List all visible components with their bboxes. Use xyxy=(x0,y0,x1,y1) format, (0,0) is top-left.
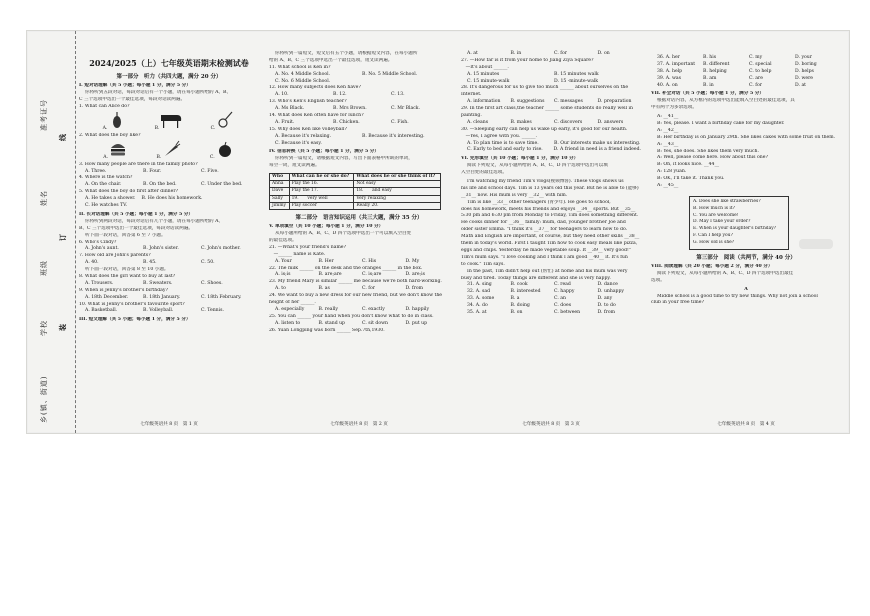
binding-label-name: 姓名 xyxy=(40,190,48,206)
passage-line: them in today's world. First I taught Tim how to cook easy meals like pizza, xyxy=(461,241,638,247)
passage-line: Tim is like __33__ other teenagers (青少年). He goes to school, xyxy=(467,199,611,205)
box-option: A. Does she like strawberries? xyxy=(693,198,761,204)
question-6-options: A. John's aunt. B. John's sister. C. John's mother. xyxy=(85,246,241,252)
dialog-line: B: Her birthday is on January 29th. She likes cakes with some fruit on them. xyxy=(657,134,836,140)
table-cell: What does he or she think of it? xyxy=(354,174,441,181)
question-22: 22. The milk ______ on the desk and the oranges ______ in the box. xyxy=(269,265,423,271)
question-21-line-2: —______ name is Kate. xyxy=(269,251,326,257)
box-option: C. You are welcome! xyxy=(693,212,739,218)
question-11-options: A. No. 4 Middle School. B. No. 5 Middle School. xyxy=(275,71,418,77)
question-11: 11. What school is Ken in? xyxy=(269,64,331,70)
question-27-options: A. 15 minutes B. 15 minutes walk xyxy=(467,71,599,77)
question-4-options: A. On the chair. B. On the bed. C. Under the bed. xyxy=(85,182,243,188)
dialog-line: A: __43__ xyxy=(657,141,679,147)
question-9-options: A. 18th December. B. 18th January. C. 18th February. xyxy=(85,294,242,300)
dialog-line: A: __45__ xyxy=(657,183,679,189)
question-33-options: 33. A. some B. a C. an D. any xyxy=(467,296,613,302)
box-option: D. May I take your order? xyxy=(693,219,751,225)
passage-line: In the past, Tim didn't help out (帮忙) at home and his mum was very xyxy=(467,268,628,274)
dialog-line: B: Yes, please. I want a birthday cake for my daughter. xyxy=(657,121,785,127)
section-3-instructions-2: 给的 A、B、C 三个选项中选出一个最佳选项，短文读两遍。 xyxy=(269,57,393,63)
passage-line: club in your free time? xyxy=(651,300,704,306)
box-option: F. Can I help you? xyxy=(693,233,733,239)
questions-3-to-5 xyxy=(79,162,259,210)
question-2: 2. What does the boy like? xyxy=(79,132,141,138)
section-4-instructions: 你将听到一篇短文，请根据短文内容，写出下面表格中所缺的单词， xyxy=(275,156,413,162)
table-cell: Really 20. xyxy=(354,202,441,209)
question-3-options: A. Three. B. Four. C. Five. xyxy=(85,168,219,174)
part-2-heading: 第二部分 语言知识运用（共三大题，满分 35 分） xyxy=(295,214,423,221)
cloze-options xyxy=(461,282,641,316)
question-25-options: A. listen to B. stand up C. sit down D. put up xyxy=(275,320,428,326)
page-4-footer: 七年级英语共 8 页 第 4 页 xyxy=(717,422,775,428)
dialog-line: B: Oh, it looks nice. __44__ xyxy=(657,162,720,168)
question-27: 27. —How far is it from your home to Jiang Ziya Square? xyxy=(461,57,594,63)
section-8-instructions: 阅读下列短文，从每小题所给的 A、B、C、D 四个选项中选出最佳 xyxy=(657,270,794,276)
section-4-heading: IV. 信息转换（共 5 小题；每小题 1 分，满分 5 分） xyxy=(269,149,379,155)
passage-line: Math and English are important, of course, but they need other skills __38__ xyxy=(461,234,640,240)
question-7-options: A. 40. B. 45. C. 50. xyxy=(85,260,215,266)
violin-icon xyxy=(107,111,127,129)
passage-line: older sister Emma. "I think it's __37__ for teenagers to learn how to do. xyxy=(461,227,628,233)
section-1-instructions: 你将听到五段对话，每段对话后有一个小题，请在每小题所给的 A、B、 xyxy=(85,90,231,96)
table-row xyxy=(270,188,441,195)
dialog-line: A: __41__ xyxy=(657,114,679,120)
piano-icon xyxy=(159,111,183,129)
apple-icon xyxy=(215,140,235,158)
table-cell: Play the 16. xyxy=(289,181,354,188)
section-3-instructions: 你将听到一篇短文，短文后有五个小题，请根据短文内容，在每小题所 xyxy=(275,51,418,56)
binding-label-class: 班级 xyxy=(40,260,48,276)
section-8-heading: VIII. 阅读理解（共 20 小题；每小题 2 分，满分 40 分） xyxy=(651,263,773,269)
passage-line: __31__ now. His mum is very __32__ with him. xyxy=(461,192,568,198)
question-9: 9. When is Jenny's brother's birthday? xyxy=(79,287,168,293)
carrot-icon xyxy=(161,140,181,158)
section-7-heading: VII. 补全对话（共 5 小题；每小题 1 分，满分 5 分） xyxy=(651,91,764,97)
question-12-options: A. 10. B. 12. C. 13. xyxy=(275,92,405,98)
question-24: 24. We want to buy a new dress for our new friend, but we don't know the xyxy=(269,293,443,299)
picture-option: C. xyxy=(210,140,235,162)
passage-line: does his homework, meets his friends and enjoys __34__ sports. But __35__ xyxy=(461,206,636,212)
question-5-options-2: C. He watches TV. xyxy=(85,203,128,209)
passage-line: his life and school days. Tim is 13 years old this year. But he is able to (能够) xyxy=(461,185,639,191)
part-3-heading: 第三部分 阅读（共两节，满分 40 分） xyxy=(696,254,796,261)
passage-line: Tim's mum says. "I love cooking and I think I am good __40__ it. It's fun xyxy=(461,254,628,260)
table-row xyxy=(270,181,441,188)
section-3-heading: III. 短文理解（共 5 小题；每小题 1 分，满分 5 分） xyxy=(79,317,191,323)
hamburger-icon xyxy=(108,140,128,158)
page-2-footer: 七年级英语共 8 页 第 2 页 xyxy=(330,422,388,428)
question-26: 26. Yuan Longping was born ______ Sep.7th,1930. xyxy=(269,327,385,333)
question-27-options-2: C. 15 minute-walk D. 15 -minute-walk xyxy=(467,78,599,84)
question-23: 23. My friend Mary is similar ______ me because we're both hard-working. xyxy=(269,279,442,285)
section-1-heading: I. 短对话理解（共 5 小题；每小题 1 分，满分 5 分） xyxy=(79,83,191,89)
question-8: 8. What does the girl want to buy at last? xyxy=(79,273,176,279)
box-option: G. How old is she? xyxy=(693,239,735,245)
dialog-line: B: OK, I'll take it. Thank you. xyxy=(657,176,725,182)
question-30-options: A. To plan time is to save time. B. Our interests make us interesting. xyxy=(467,140,641,146)
table-cell: Who xyxy=(270,174,290,181)
question-13-options: A. Ms Black. B. Mrs Brown. C. Mr Black. xyxy=(275,106,421,112)
passage-line: He cooks dinner for __36__ family: mum, dad, younger brother Joe and xyxy=(461,220,626,226)
question-7: 7. How old are John's parents? xyxy=(79,253,151,259)
binding-label-exam-number: 准考证号 xyxy=(40,99,48,131)
question-25: 25. You can ______ your hand when you don't know what to do in class. xyxy=(269,313,434,319)
question-14-options: A. Fruit. B. Chicken. C. Fish. xyxy=(275,119,409,125)
question-29-line-2: painting. xyxy=(461,113,482,119)
question-28-line-2: Internet. xyxy=(461,92,482,98)
binding-margin xyxy=(27,31,76,433)
section-6-instructions-2: 入空白处的最佳选项。 xyxy=(461,170,507,176)
dialog-note: 听下面一段对话，回答第 6 至 7 小题。 xyxy=(85,232,166,238)
question-31-options: 31. A. sing B. cook C. read D. dance xyxy=(467,282,618,288)
section-7-instructions: 根据对话内容，从方框内的选项中选出能填入空白处的最佳选项，其 xyxy=(657,98,795,104)
question-30-line-2: —Yes, I agree with you. ______. xyxy=(461,133,538,139)
binding-mark-ding: 订 xyxy=(58,234,67,241)
table-row xyxy=(270,202,441,209)
section-8-instructions-2: 选项。 xyxy=(651,277,665,283)
question-4: 4. Where is the watch? xyxy=(79,175,133,181)
table-cell: 18. and easy xyxy=(354,188,441,195)
section-2-instructions: 你将听到两段对话，每段对话后有几个小题，请在每小题所给的 A、 xyxy=(85,218,223,224)
cloze-passage xyxy=(461,179,641,282)
dialog-line: B: Yes, she does. She likes them very much. xyxy=(657,148,759,154)
dialog xyxy=(651,114,841,190)
dialog-note-2: 听下面一段对话，回答第 8 至 10 小题。 xyxy=(85,267,169,273)
question-30: 30. —Sleeping early can help us wake up early, it's good for our health. xyxy=(461,126,628,132)
passage-line: eggs and chips. Yesterday he made vegetable soup. It __39__ very good!" xyxy=(461,247,631,253)
question-12: 12. How many subjects does Ken have? xyxy=(269,85,361,91)
question-37-options: 37. A. important B. different C. special D. boring xyxy=(657,61,817,67)
exam-sheet xyxy=(26,30,850,434)
question-29: 29. In the first art class,the teacher ______ some students do really well in xyxy=(461,106,633,112)
section-6-heading: VI. 完形填空（共 10 小题；每小题 1 分，满分 10 分） xyxy=(461,156,579,162)
section-1-instructions-2: C 三个选项中选出一个最佳选项，每段对话读两遍。 xyxy=(79,97,186,103)
table-cell: Sally xyxy=(270,195,290,202)
page-3-footer: 七年级英语共 8 页 第 3 页 xyxy=(522,422,580,428)
picture-option: A. xyxy=(103,111,128,133)
table-cell: Jimmy xyxy=(270,202,290,209)
page-1-footer: 七年级英语共 8 页 第 1 页 xyxy=(140,422,198,428)
picture-option: C. xyxy=(211,111,236,133)
question-39-options: 39. A. was B. am C. are D. were xyxy=(657,75,814,81)
question-13: 13. Who's Ken's English teacher? xyxy=(269,99,347,105)
section-5-instructions-2: 的最佳选项。 xyxy=(269,237,297,243)
passage-line: 5:30 pm and 6:30 pm from Monday to Friday, Tim does something different. xyxy=(461,213,639,219)
question-24-options: A. especially B. really C. exactly D. happily xyxy=(275,306,430,312)
question-26-options: A. at B. in C. for D. on xyxy=(467,51,610,56)
page-4 xyxy=(651,31,841,433)
dialog-line: A: __42__ xyxy=(657,127,679,133)
question-21: 21. —What's your friend's name? xyxy=(269,244,346,250)
page-1 xyxy=(79,31,259,433)
passage-letter: A xyxy=(744,286,748,292)
info-table xyxy=(269,173,441,210)
question-30-options-2: C. Early to bed and early to rise. D. A friend in need is a friend indeed. xyxy=(467,147,641,153)
table-cell: Not easy xyxy=(354,181,441,188)
dialog-line: A: 128 yuan. xyxy=(657,169,687,175)
question-23-options: A. to B. as C. for D. from xyxy=(275,286,423,292)
question-32-options: 32. A. sad B. interested C. happy D. unhappy xyxy=(467,289,625,295)
question-27-line-2: —It's about ______. xyxy=(461,64,509,70)
question-1: 1. What can Alice do? xyxy=(79,103,130,109)
section-5-heading: V. 单项填空（共 10 小题；每小题 1 分，满分 10 分） xyxy=(269,224,384,230)
question-3: 3. How many people are there in the family photo? xyxy=(79,161,198,167)
passage-line: I'm watching my friend Tim's vlogs(视频博客). These vlogs shows us xyxy=(467,179,624,185)
binding-mark-xian: 线 xyxy=(58,134,67,141)
question-10-options: A. Basketball. B. Volleyball. C. Tennis. xyxy=(85,308,224,314)
picture-option: A. xyxy=(103,140,128,162)
question-28: 28. It's dangerous for us to give too much ______ about ourselves on the xyxy=(461,85,629,91)
section-2-instructions-2: B、C 三个选项中选出一个最佳选项，每段对话读两遍。 xyxy=(79,225,194,231)
question-14: 14. What does Ken often have for lunch? xyxy=(269,113,364,119)
question-11-options-2: C. No. 6 Middle School. xyxy=(275,78,331,84)
page-3 xyxy=(461,31,641,433)
table-row xyxy=(270,195,441,202)
guitar-icon xyxy=(215,111,235,129)
question-38-options: 38. A. help B. helping C. to help D. helps xyxy=(657,68,814,74)
table-cell: Play soccer xyxy=(289,202,354,209)
picture-option: B. xyxy=(157,140,182,162)
question-5: 5. What does the boy do first after dinner? xyxy=(79,189,179,195)
table-cell: Play the 17. xyxy=(289,188,354,195)
question-22-options: A. is;is B. are;are C. is;are D. are;is xyxy=(275,272,425,278)
question-21-options: A. Your B. Her C. His D. My xyxy=(275,258,420,264)
binding-label-town: 乡(镇、街道) xyxy=(40,375,48,423)
exam-title: 2024/2025（上）七年级英语期末检测试卷 xyxy=(89,58,249,68)
section-5-instructions: 从每小题所给的 A、B、C、D 四个选项中选出一个可以填入空白处 xyxy=(275,231,412,237)
table-cell: Anna xyxy=(270,181,290,188)
table-row xyxy=(270,174,441,181)
question-40-options: 40. A. on B. in C. for D. at xyxy=(657,82,807,88)
passage-line: busy and tired. Today things are different and she is very happy. xyxy=(461,275,611,281)
table-cell: Very relaxing xyxy=(354,195,441,202)
box-option: B. How much is it? xyxy=(693,205,735,211)
binding-mark-zhuang: 装 xyxy=(58,324,67,331)
section-2-heading: II. 长对话理解（共 5 小题；每小题 1 分，满分 5 分） xyxy=(79,211,193,217)
dialog-options-box xyxy=(689,196,789,250)
section-4-instructions-2: 每空一词，短文读两遍。 xyxy=(269,163,320,169)
table-cell: 19. very well xyxy=(289,195,354,202)
question-28-options: A. information B. suggestions C. messages D. preparation xyxy=(467,99,632,105)
box-option: E. When is your daughter's birthday? xyxy=(693,226,777,232)
scan-smudge xyxy=(799,239,833,249)
question-15: 15. Why does Ken like volleyball? xyxy=(269,126,347,132)
table-cell: Dave xyxy=(270,188,290,195)
question-1-pictures xyxy=(79,111,259,133)
dialog-line: A: Well, please come here. How about this one? xyxy=(657,155,768,161)
picture-option: B. xyxy=(155,111,184,133)
question-34-options: 34. A. do B. doing C. does D. to do xyxy=(467,303,616,309)
question-15-options-2: C. Because it's easy. xyxy=(275,140,322,146)
passage-line: Middle school is a good time to try new things. Why not join a school xyxy=(657,293,818,299)
question-35-options: 35. A. at B. on C. between D. from xyxy=(467,309,615,315)
question-6: 6. Who's Cindy? xyxy=(79,239,117,245)
table-cell: What can he or she do? xyxy=(289,174,354,181)
page-2 xyxy=(269,31,449,433)
question-5-options: A. He takes a shower. B. He does his homework. xyxy=(85,196,203,202)
question-36-options: 36. A. her B. his C. my D. your xyxy=(657,55,812,60)
passage-line: to cook." Tim says. xyxy=(461,261,505,267)
question-15-options: A. Because it's relaxing. B. Because it's interesting. xyxy=(275,133,425,139)
question-10: 10. What is Jenny's brother's favourite sport? xyxy=(79,301,185,307)
part-1-heading: 第一部分 听力（共四大题，满分 20 分） xyxy=(116,74,222,80)
section-7-instructions-2: 中有两个为多余选项。 xyxy=(651,105,697,111)
binding-label-school: 学校 xyxy=(40,320,48,336)
question-24-line-2: height of her ______. xyxy=(269,299,316,305)
section-6-instructions: 阅读下列短文，从每小题所给的 A、B、C、D 四个选项中选出可以填 xyxy=(467,163,608,169)
question-8-options: A. Trousers. B. Sweaters. C. Shoes. xyxy=(85,280,223,286)
question-2-pictures xyxy=(79,140,259,162)
question-29-options: A. cleans B. makes C. discovers D. answers xyxy=(467,119,624,125)
